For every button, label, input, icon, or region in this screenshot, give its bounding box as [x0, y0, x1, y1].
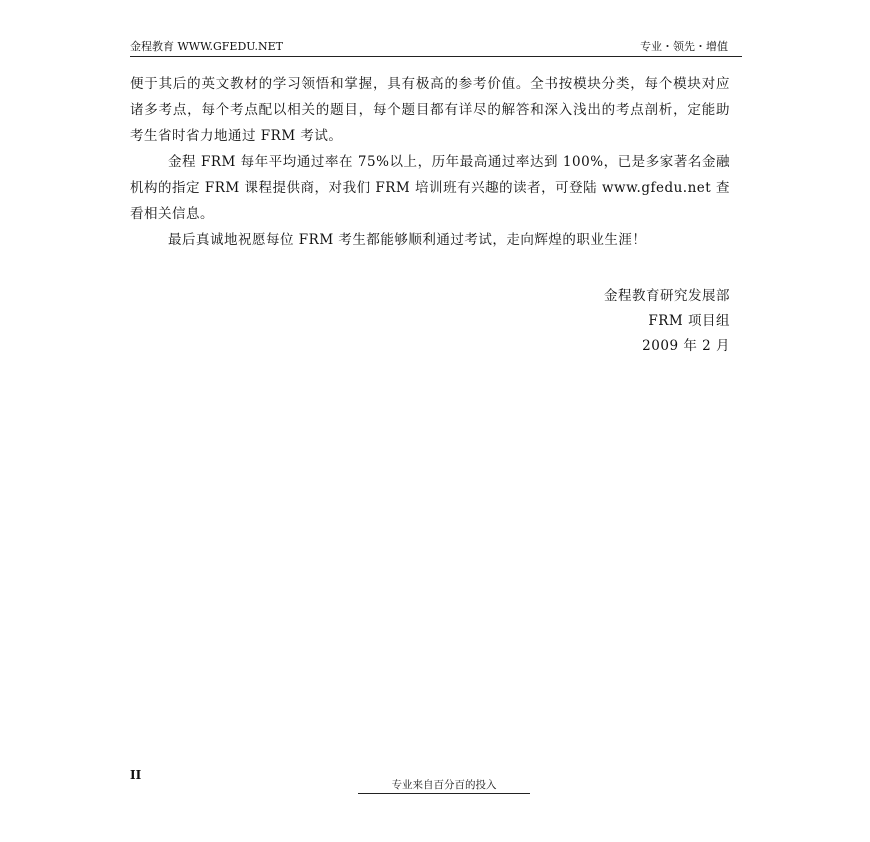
page-header [130, 40, 742, 57]
header-site-name: 金程教育 WWW.GFEDU.NET [130, 40, 284, 53]
paragraph-pass-rate: 金程 FRM 每年平均通过率在 75%以上，历年最高通过率达到 100%，已是多家著名金融机构的指定 FRM 课程提供商，对我们 FRM 培训班有兴趣的读者，可登陆 www.gfedu.net 查看相关信息。 [130, 154, 730, 222]
signature-organization: 金程教育研究发展部 [604, 288, 730, 304]
paragraph-continuation: 便于其后的英文教材的学习领悟和掌握，具有极高的参考价值。全书按模块分类，每个模块对应诸多考点，每个考点配以相关的题目，每个题目都有详尽的解答和深入浅出的考点剖析，定能助考生省时省力地通过 FRM 考试。 [130, 76, 730, 144]
footer-slogan: 专业来自百分百的投入 [358, 779, 530, 794]
signature-date: 2009 年 2 月 [642, 338, 730, 354]
signature-group: FRM 项目组 [648, 313, 730, 329]
body-text [130, 71, 730, 253]
paragraph-closing-wish: 最后真诚地祝愿每位 FRM 考生都能够顺利通过考试，走向辉煌的职业生涯！ [168, 232, 647, 248]
header-motto: 专业・领先・增值 [640, 40, 728, 53]
page-number: II [130, 768, 142, 782]
signature-block [604, 284, 730, 359]
